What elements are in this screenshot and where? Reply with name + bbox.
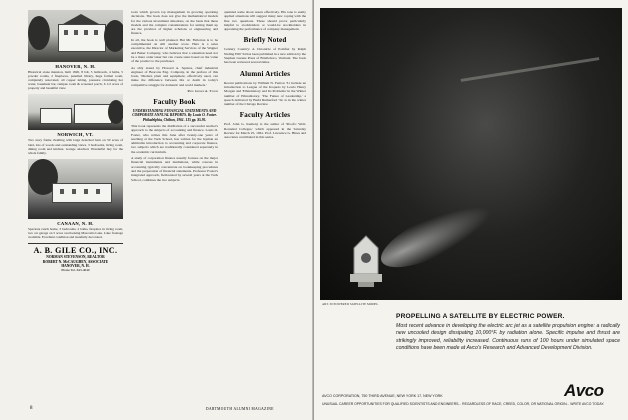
review-column bbox=[131, 10, 218, 184]
agency-block bbox=[28, 243, 123, 272]
ad-headline: PROPELLING A SATELLITE BY ELECTRIC POWER. bbox=[396, 313, 565, 320]
real-estate-column bbox=[28, 10, 123, 272]
magazine-footer-name: DARTMOUTH ALUMNI MAGAZINE bbox=[206, 407, 274, 411]
review-paragraph: In all, the book is well planned. But Mr. Fullerton is to be complimented on still another score. Here is a sales executive, the Director of Marketing Services of the Wagner and Baker Company, who believes that a salesman need not be a mere order taker but can create sales based on the value of the product to the purchaser. bbox=[131, 37, 218, 64]
reviewer-signature: Prof. George A. Taylor bbox=[187, 89, 218, 94]
faculty-articles-text: Prof. John G. Kemeny is the author of 'Proofs: Well-Rounded Colleges,' which appeared in the Saturday Review for March 25, 1961. Prof. Lawrence G. Hines and associates contributed in this series. bbox=[224, 122, 306, 140]
alumni-articles-heading: Alumni Articles bbox=[239, 69, 291, 78]
ad-body-text: Most recent advance in developing the electric arc jet as a satellite propulsion engine: a radically new uncooled design dissipating 10,000°F. by radiation alone. Specific impulse and thrust are strikingly improved, reliability increased. Continuous runs of 100 hours under simulated space conditions have been made at Avco's Research and Advanced Development Division. bbox=[396, 323, 620, 352]
listing-description: Two story frame dwelling with large detached barn on 50 acres of land, lots of woods and outstanding views. 3 bedrooms, living room, dining room and kitchen. Garage attached. Wonderful buy for the whole family. bbox=[28, 138, 123, 155]
review-paragraph: This book represents the distillation of a successful teacher's approach to the subjects of accounting and finance. Louis O. Foster, who retires this June after twenty-one years of teaching at the Tuck School, has written for the layman an admirable introduction to accounting and corporate finance, two subjects which are traditionally considered separately in the academic curriculum. bbox=[131, 123, 218, 154]
alumni-articles-text: Recent publications by William N. Fenton '31 include an introduction to League of the Iroquois by Lewis Henry Morgan and 'Ethnohistory and Its Problems' in the Winter number of Ethnohistory. 'The Future of Leadership,' a speech delivered by Budd Rutherford '32, is in the winter number of the Chicago Review. bbox=[224, 80, 306, 107]
hanover-house-photo bbox=[28, 10, 123, 62]
faculty-articles-heading: Faculty Articles bbox=[239, 111, 291, 120]
book-title: UNDERSTANDING FINANCIAL STATEMENTS AND CORPORATE ANNUAL REPORTS. By Louis O. Foster. Philadelphia, Chilton, 1961. 135 pp. $5.95. bbox=[132, 109, 217, 122]
briefly-noted-heading: Briefly Noted bbox=[243, 36, 287, 45]
right-page-advertisement bbox=[314, 0, 628, 420]
agency-associate: ROBERT N. McCAUGHEY, ASSOCIATE bbox=[42, 259, 109, 264]
page-number: 8 bbox=[30, 406, 33, 411]
listing-canaan bbox=[28, 159, 123, 239]
review-intro: tools which govern top management in growing operating decisions. The book does not give the mathematical models for the various investment situations, on the basis that these models and the complex considerations for setting them up are the province of higher echelons or engineering and finance. bbox=[131, 10, 218, 36]
listing-title: HANOVER, N. H. bbox=[55, 64, 96, 69]
review-paragraph: As ably stated by Howard A. Squires, chief industrial engineer of Beacons Eng. Company, in the preface of this book, 'Modern plant and equipment, effectively used, can make the difference between life or death in today's competitive struggle for domestic and world markets.' bbox=[131, 65, 218, 87]
ad-careers-text: UNUSUAL CAREER OPPORTUNITIES FOR QUALIFIED SCIENTISTS AND ENGINEERS... REGARDLESS OF RACE, CREED, COLOR, OR NATIONAL ORIGIN... WRITE AVCO TODAY. bbox=[322, 402, 605, 406]
satellite-icon bbox=[348, 234, 384, 288]
agency-realtor: NORMAN STEVENSON, REALTOR bbox=[46, 255, 105, 260]
avco-logo: Avco bbox=[564, 381, 604, 400]
norwich-house-photo bbox=[28, 94, 123, 130]
listing-title: NORWICH, VT. bbox=[57, 132, 94, 138]
listing-description: Historical stone mansion, built 1820, 8 bdr, 5 bathroom, 4 baths, 5 powder rooms, 2 fireplaces, panelled library, huge formal room, completely renovated, all copper tubing, pressure circulating hot water, basement bar, rumpus room & screened porch, 6 1/2 acres of property and beautiful view. bbox=[28, 70, 123, 91]
listing-hanover bbox=[28, 10, 123, 90]
briefly-noted-text: Century Country: A Chronicle of Pomfret by Ralph Nading Hill '34 has been published in a new edition by the Stephen Greene Press of Brattleboro, Vermont. The book has been reviewed several times. bbox=[224, 47, 306, 65]
listing-title: CANAAN, N. H. bbox=[57, 220, 94, 226]
agency-name: A. B. GILE CO., INC. bbox=[33, 246, 118, 256]
notes-column bbox=[224, 10, 306, 142]
canaan-house-photo bbox=[28, 159, 123, 219]
faculty-book-heading: Faculty Book bbox=[153, 98, 196, 107]
photo-caption: ART. 30 POWERED SATELLITE MODEL bbox=[322, 302, 379, 306]
review-paragraph: A study of corporation finance usually focuses on the major financial instruments and institutions, while courses in accounting typically concentrate on bookkeeping procedures and the preparation of financial statements. Professor Foster's integrated approach, field-tested by several years at the Tuck School, combines the two subjects. bbox=[131, 156, 218, 182]
listing-description: Spacious ranch home, 3 bedrooms, 2 baths, fireplace in living room, two car garage on 5 acres overlooking Mascoma Lake. Lake frontage available. Excellent condition and tastefully decorated. bbox=[28, 226, 123, 240]
ad-address: AVCO CORPORATION, 750 THIRD AVENUE, NEW YORK 17, NEW YORK bbox=[322, 394, 443, 398]
satellite-photo bbox=[320, 8, 622, 300]
notes-top-text: quainted some about assets effectively. His tone is easily applied situations will suggest many new coping with the fine two questions. These should prove particularly helpful to stockholders or would-be stockholders in appraising the performance of company management. bbox=[224, 10, 306, 32]
listing-norwich bbox=[28, 94, 123, 154]
agency-phone: Phone Tel. 643-4040 bbox=[61, 268, 90, 273]
thruster-glow bbox=[373, 193, 499, 280]
agency-city: HANOVER, N. H. bbox=[61, 263, 90, 268]
